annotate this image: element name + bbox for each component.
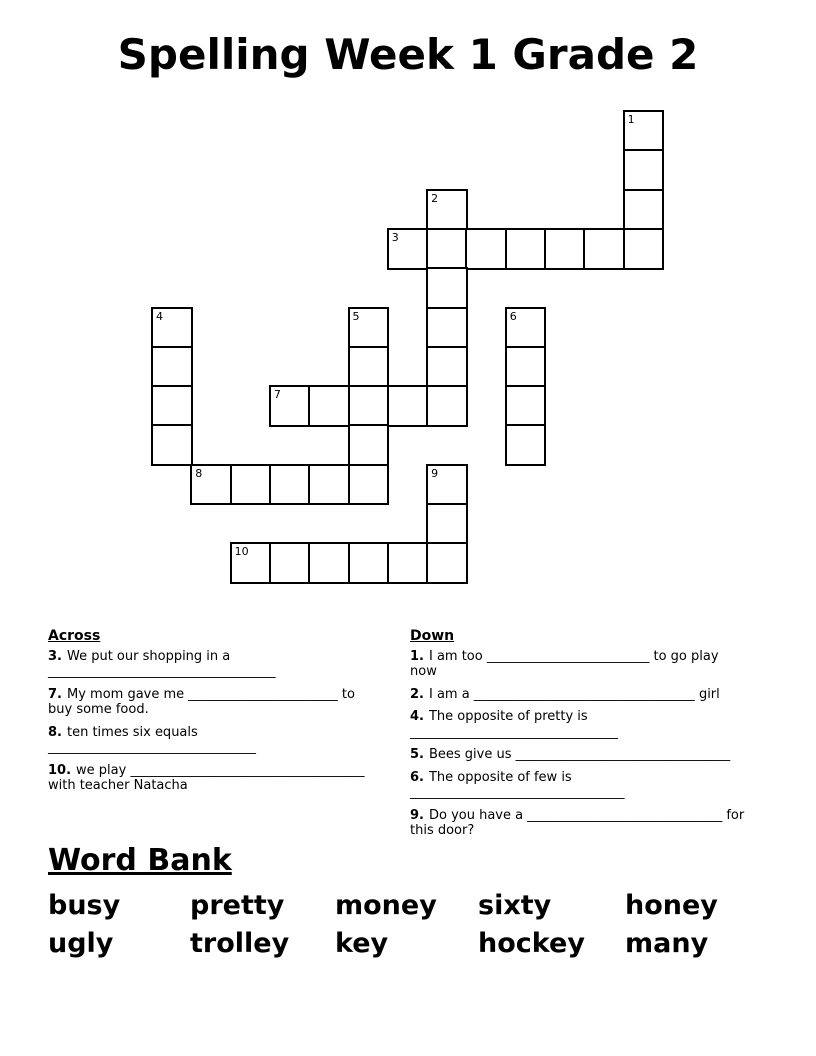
crossword-grid xyxy=(151,110,671,590)
crossword-cell xyxy=(544,228,586,270)
clue-text: The opposite of few is xyxy=(428,769,572,785)
crossword-cell-2 xyxy=(426,189,468,231)
across-clues xyxy=(48,629,400,801)
word-bank-word: money xyxy=(335,890,437,921)
crossword-cell-3 xyxy=(387,228,429,270)
crossword-cell xyxy=(426,267,468,309)
word-bank-word: many xyxy=(625,928,709,959)
clue-number: 5. xyxy=(410,747,424,762)
cell-number: 7 xyxy=(273,388,281,402)
word-bank-word: hockey xyxy=(478,928,585,959)
across-heading: Across xyxy=(48,628,101,644)
crossword-cell-1 xyxy=(623,110,665,152)
clue-down-6 xyxy=(410,770,780,801)
crossword-cell xyxy=(426,385,468,427)
crossword-cell xyxy=(426,503,468,545)
crossword-cell xyxy=(426,542,468,584)
crossword-cell xyxy=(348,385,390,427)
crossword-cell xyxy=(465,228,507,270)
word-bank-word: ugly xyxy=(48,928,114,959)
crossword-cell-4 xyxy=(151,307,193,349)
crossword-cell xyxy=(505,346,547,388)
crossword-cell xyxy=(426,307,468,349)
clue-number: 10. xyxy=(48,762,72,778)
crossword-cell xyxy=(308,464,350,506)
crossword-cell-9 xyxy=(426,464,468,506)
clue-down-4 xyxy=(410,709,780,740)
crossword-cell xyxy=(583,228,625,270)
word-bank-word: sixty xyxy=(478,890,552,921)
cell-number: 6 xyxy=(509,309,517,323)
clue-number: 4. xyxy=(410,709,424,724)
clue-across-10 xyxy=(48,763,400,794)
clue-text: this door? xyxy=(410,823,475,838)
clue-down-9 xyxy=(410,808,780,839)
clue-text: My mom gave me _______________________ to xyxy=(66,686,355,702)
word-bank-word: trolley xyxy=(190,928,290,959)
crossword-cell xyxy=(269,464,311,506)
word-bank xyxy=(48,843,778,963)
clue-text: Bees give us _________________________________ xyxy=(428,747,731,762)
crossword-cell-10 xyxy=(230,542,272,584)
cell-number: 8 xyxy=(195,466,203,480)
cell-number: 4 xyxy=(156,309,163,323)
cell-number: 9 xyxy=(431,466,439,480)
cell-number: 1 xyxy=(627,113,635,126)
cell-number: 5 xyxy=(352,309,360,323)
clue-text: I am a __________________________________ girl xyxy=(428,686,720,702)
crossword-cell xyxy=(387,385,429,427)
crossword-cell xyxy=(348,464,390,506)
clue-text: We put our shopping in a xyxy=(66,648,231,664)
word-bank-row-1 xyxy=(48,887,778,925)
clue-text: I am too _________________________ to go play xyxy=(428,648,719,664)
crossword-cell xyxy=(505,228,547,270)
crossword-cell xyxy=(505,424,547,466)
clue-across-3 xyxy=(48,649,400,680)
crossword-cell xyxy=(269,542,311,584)
clue-text: The opposite of pretty is xyxy=(428,709,588,724)
clue-number: 2. xyxy=(410,686,424,702)
worksheet-title: Spelling Week 1 Grade 2 xyxy=(117,30,699,79)
crossword-cell xyxy=(387,542,429,584)
word-bank-word: busy xyxy=(48,890,121,921)
clue-blank: ________________________________ xyxy=(48,740,256,755)
clue-text: Do you have a ______________________________ for xyxy=(428,807,745,823)
crossword-cell-7 xyxy=(269,385,311,427)
clue-number: 3. xyxy=(48,648,62,664)
clue-number: 8. xyxy=(48,724,62,740)
cell-number: 3 xyxy=(391,230,399,244)
crossword-cell xyxy=(426,228,468,270)
crossword-cell xyxy=(151,346,193,388)
clue-blank: ___________________________________ xyxy=(48,664,276,679)
crossword-cell xyxy=(348,424,390,466)
crossword-cell xyxy=(151,424,193,466)
crossword-cell xyxy=(348,542,390,584)
clue-down-5 xyxy=(410,747,780,763)
clue-text: buy some food. xyxy=(48,702,149,717)
down-heading: Down xyxy=(410,628,455,644)
cell-number: 10 xyxy=(234,545,249,559)
clue-number: 7. xyxy=(48,686,62,702)
word-bank-word: pretty xyxy=(190,890,285,921)
clue-number: 6. xyxy=(410,769,424,785)
crossword-cell xyxy=(623,189,665,231)
clue-blank: ________________________________ xyxy=(410,724,618,740)
cell-number: 2 xyxy=(431,191,439,205)
clue-text: now xyxy=(410,664,437,679)
crossword-cell-6 xyxy=(505,307,547,349)
crossword-cell-8 xyxy=(190,464,232,506)
word-bank-row-2 xyxy=(48,925,778,963)
word-bank-word: honey xyxy=(625,890,718,921)
crossword-cell xyxy=(230,464,272,506)
crossword-cell xyxy=(151,385,193,427)
crossword-cell-5 xyxy=(348,307,390,349)
clue-across-8 xyxy=(48,725,400,756)
clue-down-2 xyxy=(410,687,780,703)
clue-text: ten times six equals xyxy=(66,724,198,740)
crossword-cell xyxy=(505,385,547,427)
down-clues xyxy=(410,629,780,846)
clue-number: 9. xyxy=(410,807,424,823)
crossword-cell xyxy=(623,228,665,270)
clue-text: we play ____________________________________ xyxy=(76,762,365,778)
clue-number: 1. xyxy=(410,648,424,664)
crossword-cell xyxy=(623,149,665,191)
word-bank-word: key xyxy=(335,928,389,959)
clue-across-7 xyxy=(48,687,400,718)
clue-blank: _________________________________ xyxy=(410,785,625,800)
crossword-cell xyxy=(348,346,390,388)
crossword-cell xyxy=(308,385,350,427)
word-bank-heading: Word Bank xyxy=(48,843,232,878)
crossword-cell xyxy=(426,346,468,388)
crossword-cell xyxy=(308,542,350,584)
clue-down-1 xyxy=(410,649,780,680)
clue-text: with teacher Natacha xyxy=(48,778,188,793)
